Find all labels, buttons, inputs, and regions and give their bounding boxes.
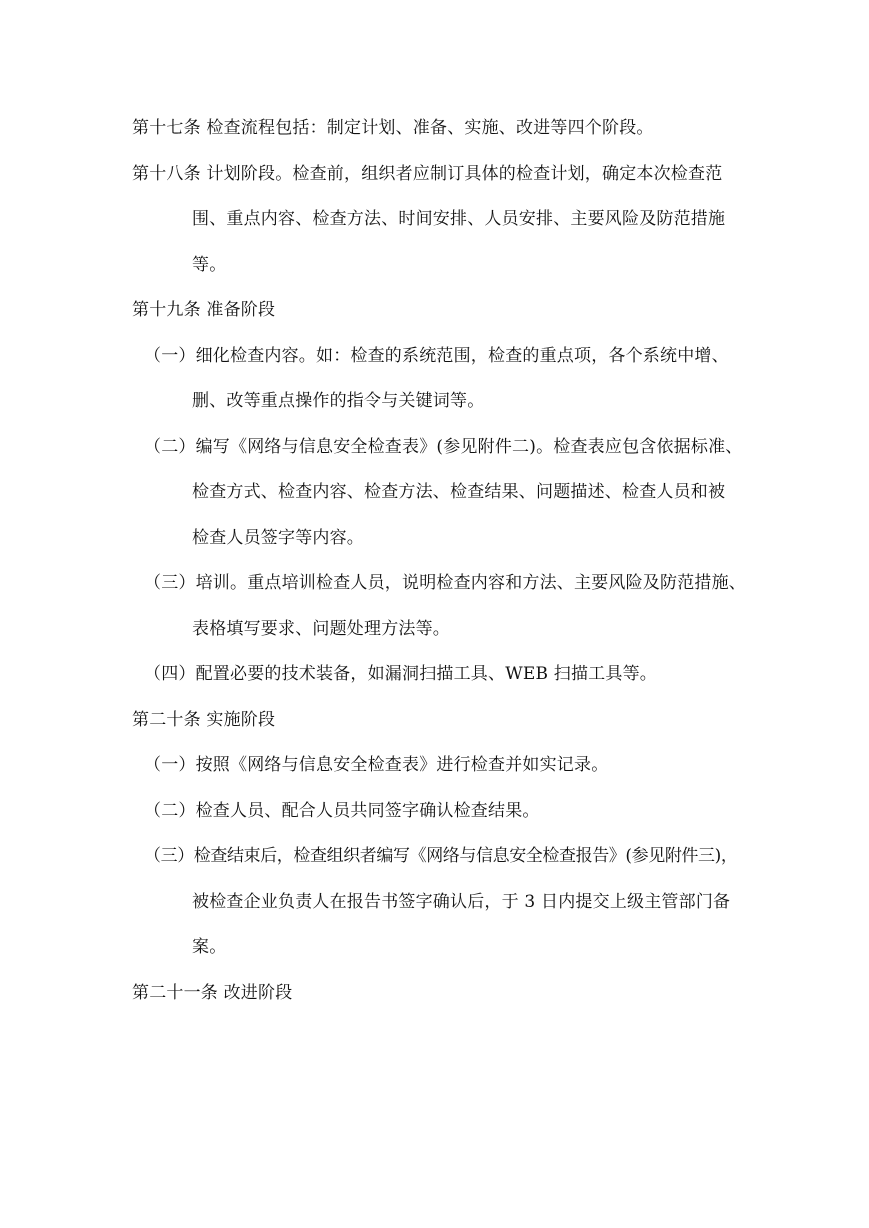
article-20-item-1: （一）按照《网络与信息安全检查表》进行检查并如实记录。 [144, 755, 609, 775]
article-19-item-1-line-1: （一）细化检查内容。如：检查的系统范围，检查的重点项，各个系统中增、 [144, 346, 729, 366]
article-19-item-2-line-3: 检查人员签字等内容。 [192, 528, 364, 548]
article-19-heading: 第十九条 准备阶段 [132, 300, 276, 320]
article-18-line-1: 第十八条 计划阶段。检查前，组织者应制订具体的检查计划，确定本次检查范 [132, 164, 723, 184]
article-20-item-3-line-2: 被检查企业负责人在报告书签字确认后，于 3 日内提交上级主管部门备 [192, 892, 731, 912]
article-20-item-3-line-1: （三）检查结束后，检查组织者编写《网络与信息安全检查报告》(参见附件三)， [144, 846, 738, 866]
article-21-heading: 第二十一条 改进阶段 [132, 983, 293, 1003]
article-19-item-3-line-1: （三）培训。重点培训检查人员，说明检查内容和方法、主要风险及防范措施、 [144, 573, 746, 593]
article-19-item-3-line-2: 表格填写要求、问题处理方法等。 [192, 619, 450, 639]
article-19-item-1-line-2: 删、改等重点操作的指令与关键词等。 [192, 391, 485, 411]
article-19-item-2-line-2: 检查方式、检查内容、检查方法、检查结果、问题描述、检查人员和被 [192, 482, 726, 502]
article-19-item-2-line-1: （二）编写《网络与信息安全检查表》(参见附件二)。检查表应包含依据标准、 [144, 437, 743, 457]
article-18-line-3: 等。 [192, 255, 227, 275]
article-20-item-2: （二）检查人员、配合人员共同签字确认检查结果。 [144, 801, 540, 821]
article-18-line-2: 围、重点内容、检查方法、时间安排、人员安排、主要风险及防范措施 [192, 209, 726, 229]
article-17: 第十七条 检查流程包括：制定计划、准备、实施、改进等四个阶段。 [132, 118, 654, 138]
article-20-item-3-line-3: 案。 [192, 937, 227, 957]
article-19-item-4: （四）配置必要的技术装备，如漏洞扫描工具、WEB 扫描工具等。 [144, 664, 657, 684]
article-20-heading: 第二十条 实施阶段 [132, 710, 276, 730]
